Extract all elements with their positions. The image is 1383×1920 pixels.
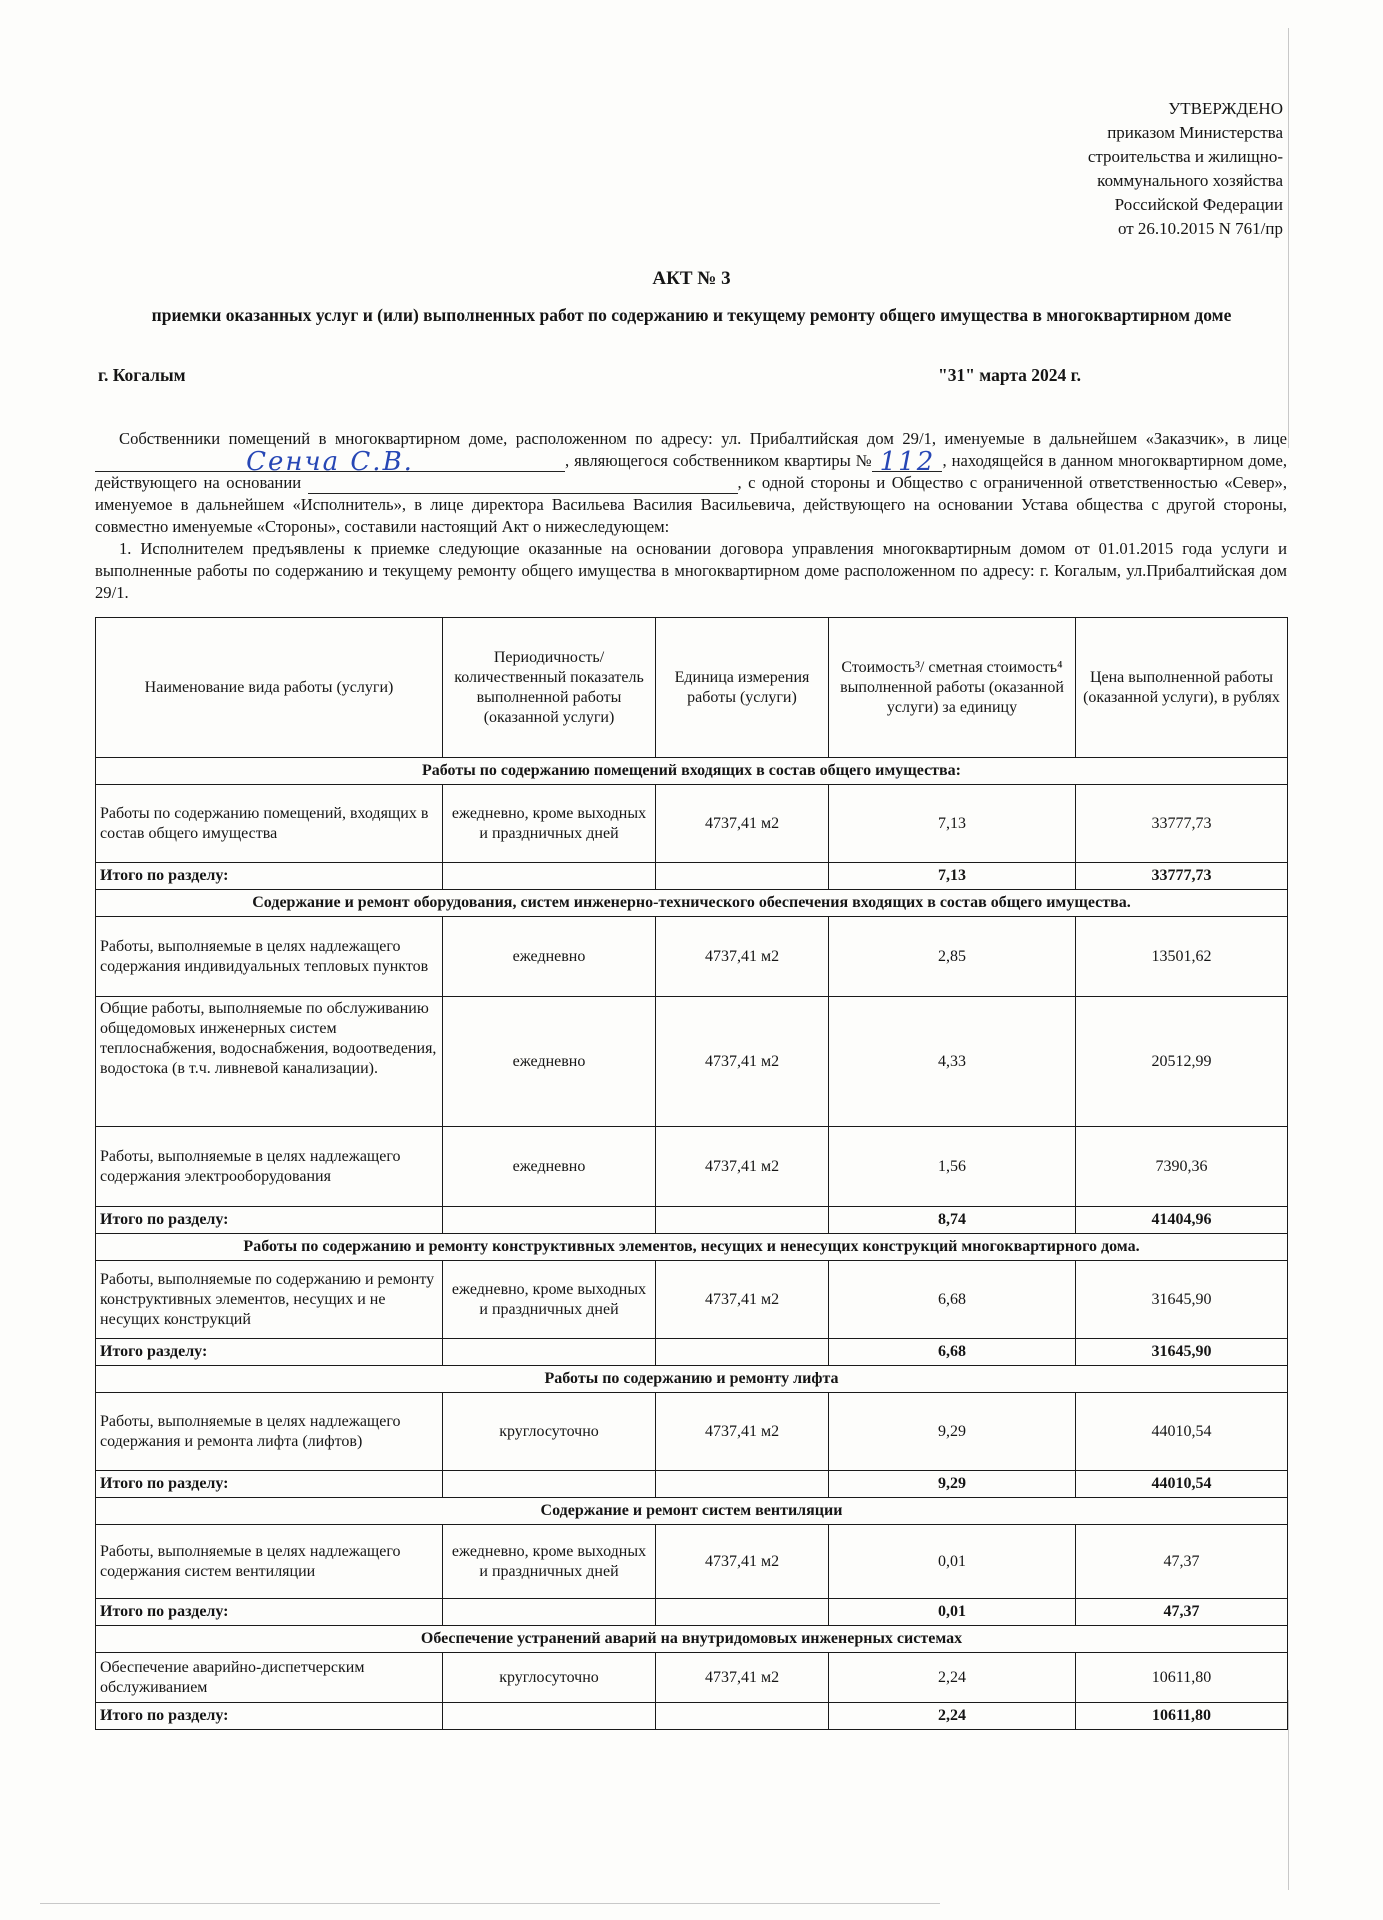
section-row: [96, 1234, 1288, 1261]
total-empty: [443, 1703, 656, 1730]
cell-unit: 4737,41 м2: [656, 1127, 829, 1207]
cell-periodicity: ежедневно, кроме выходных и праздничных дней: [443, 785, 656, 863]
cell-periodicity: круглосуточно: [443, 1653, 656, 1703]
total-label: Итого разделу:: [96, 1339, 443, 1366]
section-title: Содержание и ремонт оборудования, систем инженерно-технического обеспечения входящих в состав общего имущества.: [96, 890, 1288, 917]
table-row: [96, 1525, 1288, 1599]
table-row: [96, 997, 1288, 1127]
cell-name: Работы, выполняемые по содержанию и ремонту конструктивных элементов, несущих и не несущих конструкций: [96, 1261, 443, 1339]
total-price: 33777,73: [1076, 863, 1288, 890]
cell-name: Работы, выполняемые в целях надлежащего содержания индивидуальных тепловых пунктов: [96, 917, 443, 997]
section-row: [96, 1626, 1288, 1653]
cell-name: Обеспечение аварийно-диспетчерским обслуживанием: [96, 1653, 443, 1703]
section-title: Работы по содержанию помещений входящих в состав общего имущества:: [96, 758, 1288, 785]
total-label: Итого по разделу:: [96, 1207, 443, 1234]
cell-unit: 4737,41 м2: [656, 1261, 829, 1339]
section-row: [96, 1366, 1288, 1393]
total-price: 44010,54: [1076, 1471, 1288, 1498]
total-empty: [443, 1471, 656, 1498]
total-price: 47,37: [1076, 1599, 1288, 1626]
intro-paragraph-parties: [95, 428, 1287, 538]
section-total-row: [96, 1339, 1288, 1366]
header-unit: Единица измерения работы (услуги): [656, 618, 829, 758]
total-empty: [656, 1703, 829, 1730]
approval-line: УТВЕРЖДЕНО: [1168, 99, 1283, 118]
total-label: Итого по разделу:: [96, 1599, 443, 1626]
cell-unit: 4737,41 м2: [656, 785, 829, 863]
total-empty: [443, 1207, 656, 1234]
cell-price: 13501,62: [1076, 917, 1288, 997]
scan-edge-line: [1288, 28, 1289, 448]
total-label: Итого по разделу:: [96, 1703, 443, 1730]
intro-text-b: , являющегося собственником квартиры №: [565, 451, 873, 470]
works-table: [95, 617, 1288, 1730]
intro-text: [95, 428, 1287, 604]
total-empty: [656, 1599, 829, 1626]
total-empty: [443, 1339, 656, 1366]
cell-name: Работы, выполняемые в целях надлежащего содержания и ремонта лифта (лифтов): [96, 1393, 443, 1471]
section-title: Содержание и ремонт систем вентиляции: [96, 1498, 1288, 1525]
cell-periodicity: ежедневно: [443, 1127, 656, 1207]
section-title: Работы по содержанию и ремонту конструктивных элементов, несущих и ненесущих конструкций многоквартирного дома.: [96, 1234, 1288, 1261]
header-cost: Стоимость³/ сметная стоимость⁴ выполненной работы (оказанной услуги) за единицу: [829, 618, 1076, 758]
cell-unit: 4737,41 м2: [656, 997, 829, 1127]
total-label: Итого по разделу:: [96, 863, 443, 890]
cell-price: 44010,54: [1076, 1393, 1288, 1471]
section-total-row: [96, 1207, 1288, 1234]
section-row: [96, 890, 1288, 917]
act-title: АКТ № 3: [652, 268, 731, 289]
total-cost: 6,68: [829, 1339, 1076, 1366]
table-row: [96, 1127, 1288, 1207]
total-cost: 0,01: [829, 1599, 1076, 1626]
cell-name: Работы, выполняемые в целях надлежащего содержания систем вентиляции: [96, 1525, 443, 1599]
cell-price: 31645,90: [1076, 1261, 1288, 1339]
section-total-row: [96, 1703, 1288, 1730]
apartment-field: [872, 447, 942, 477]
cell-unit: 4737,41 м2: [656, 917, 829, 997]
scan-edge-line: [1288, 1690, 1289, 1890]
cell-price: 7390,36: [1076, 1127, 1288, 1207]
approval-line: Российской Федерации: [1114, 195, 1283, 214]
total-cost: 2,24: [829, 1703, 1076, 1730]
name-field: [95, 447, 565, 477]
total-cost: 9,29: [829, 1471, 1076, 1498]
handwritten-apartment: 112: [879, 447, 936, 477]
cell-unit: 4737,41 м2: [656, 1525, 829, 1599]
cell-price: 10611,80: [1076, 1653, 1288, 1703]
approval-line: приказом Министерства: [1107, 123, 1283, 142]
cell-price: 47,37: [1076, 1525, 1288, 1599]
section-row: [96, 758, 1288, 785]
scan-bottom-line: [40, 1903, 940, 1904]
cell-cost: 2,85: [829, 917, 1076, 997]
basis-field: [308, 475, 738, 494]
table-row: [96, 785, 1288, 863]
section-total-row: [96, 863, 1288, 890]
table-row: [96, 917, 1288, 997]
cell-name: Работы по содержанию помещений, входящих в состав общего имущества: [96, 785, 443, 863]
intro-text-d: , с одной стороны и Общество с ограниченной ответственностью «Север», именуемое в дальнейшем «Исполнитель», в лице директора Васильева Василия Васильевича, действующего на основании Устава общества с другой стороны, совместно именуемые «Стороны», составили настоящий Акт о нижеследующем:: [95, 473, 1287, 536]
cell-periodicity: ежедневно, кроме выходных и праздничных дней: [443, 1261, 656, 1339]
cell-cost: 9,29: [829, 1393, 1076, 1471]
act-subtitle: приемки оказанных услуг и (или) выполненных работ по содержанию и текущему ремонту общего имущества в многоквартирном доме: [151, 305, 1232, 325]
table-header-row: [96, 618, 1288, 758]
header-price: Цена выполненной работы (оказанной услуги), в рублях: [1076, 618, 1288, 758]
section-row: [96, 1498, 1288, 1525]
cell-cost: 7,13: [829, 785, 1076, 863]
section-title: Обеспечение устранений аварий на внутридомовых инженерных системах: [96, 1626, 1288, 1653]
cell-name: Общие работы, выполняемые по обслуживанию общедомовых инженерных систем теплоснабжения, водоснабжения, водоотведения, водостока (в т.ч. ливневой канализации).: [96, 997, 443, 1127]
act-place: г. Когалым: [98, 365, 186, 385]
total-empty: [656, 863, 829, 890]
total-price: 31645,90: [1076, 1339, 1288, 1366]
cell-cost: 6,68: [829, 1261, 1076, 1339]
cell-cost: 1,56: [829, 1127, 1076, 1207]
cell-periodicity: ежедневно, кроме выходных и праздничных дней: [443, 1525, 656, 1599]
cell-periodicity: ежедневно: [443, 997, 656, 1127]
cell-periodicity: круглосуточно: [443, 1393, 656, 1471]
header-periodicity: Периодичность/ количественный показатель выполненной работы (оказанной услуги): [443, 618, 656, 758]
total-empty: [656, 1207, 829, 1234]
total-empty: [656, 1471, 829, 1498]
cell-cost: 2,24: [829, 1653, 1076, 1703]
intro-text-c: , находящейся в данном многоквартирном доме, действующего на основании: [95, 451, 1287, 492]
cell-unit: 4737,41 м2: [656, 1393, 829, 1471]
header-name: Наименование вида работы (услуги): [96, 618, 443, 758]
cell-unit: 4737,41 м2: [656, 1653, 829, 1703]
table-row: [96, 1653, 1288, 1703]
intro-paragraph-1: 1. Исполнителем предъявлены к приемке следующие оказанные на основании договора управления многоквартирным домом от 01.01.2015 года услуги и выполненные работы по содержанию и текущему ремонту общего имущества в многоквартирном доме расположенном по адресу: г. Когалым, ул.Прибалтийская дом 29/1.: [95, 539, 1287, 602]
total-cost: 7,13: [829, 863, 1076, 890]
approval-line: от 26.10.2015 N 761/пр: [1117, 219, 1283, 238]
intro-text-a: Собственники помещений в многоквартирном доме, расположенном по адресу: ул. Прибалтийская дом 29/1, именуемые в дальнейшем «Заказчик», в лице: [119, 429, 1287, 448]
approval-line: строительства и жилищно-: [1087, 147, 1283, 166]
cell-cost: 0,01: [829, 1525, 1076, 1599]
cell-name: Работы, выполняемые в целях надлежащего содержания электрооборудования: [96, 1127, 443, 1207]
act-date: "31" марта 2024 г.: [938, 365, 1082, 385]
total-empty: [443, 1599, 656, 1626]
total-price: 10611,80: [1076, 1703, 1288, 1730]
handwritten-name: Сенча С.В.: [246, 447, 414, 477]
approval-line: коммунального хозяйства: [1097, 171, 1283, 190]
cell-cost: 4,33: [829, 997, 1076, 1127]
cell-price: 33777,73: [1076, 785, 1288, 863]
cell-price: 20512,99: [1076, 997, 1288, 1127]
cell-periodicity: ежедневно: [443, 917, 656, 997]
section-total-row: [96, 1599, 1288, 1626]
total-price: 41404,96: [1076, 1207, 1288, 1234]
table-row: [96, 1261, 1288, 1339]
total-empty: [443, 863, 656, 890]
total-empty: [656, 1339, 829, 1366]
section-total-row: [96, 1471, 1288, 1498]
table-row: [96, 1393, 1288, 1471]
total-label: Итого по разделу:: [96, 1471, 443, 1498]
total-cost: 8,74: [829, 1207, 1076, 1234]
approval-block: [953, 97, 1283, 241]
section-title: Работы по содержанию и ремонту лифта: [96, 1366, 1288, 1393]
